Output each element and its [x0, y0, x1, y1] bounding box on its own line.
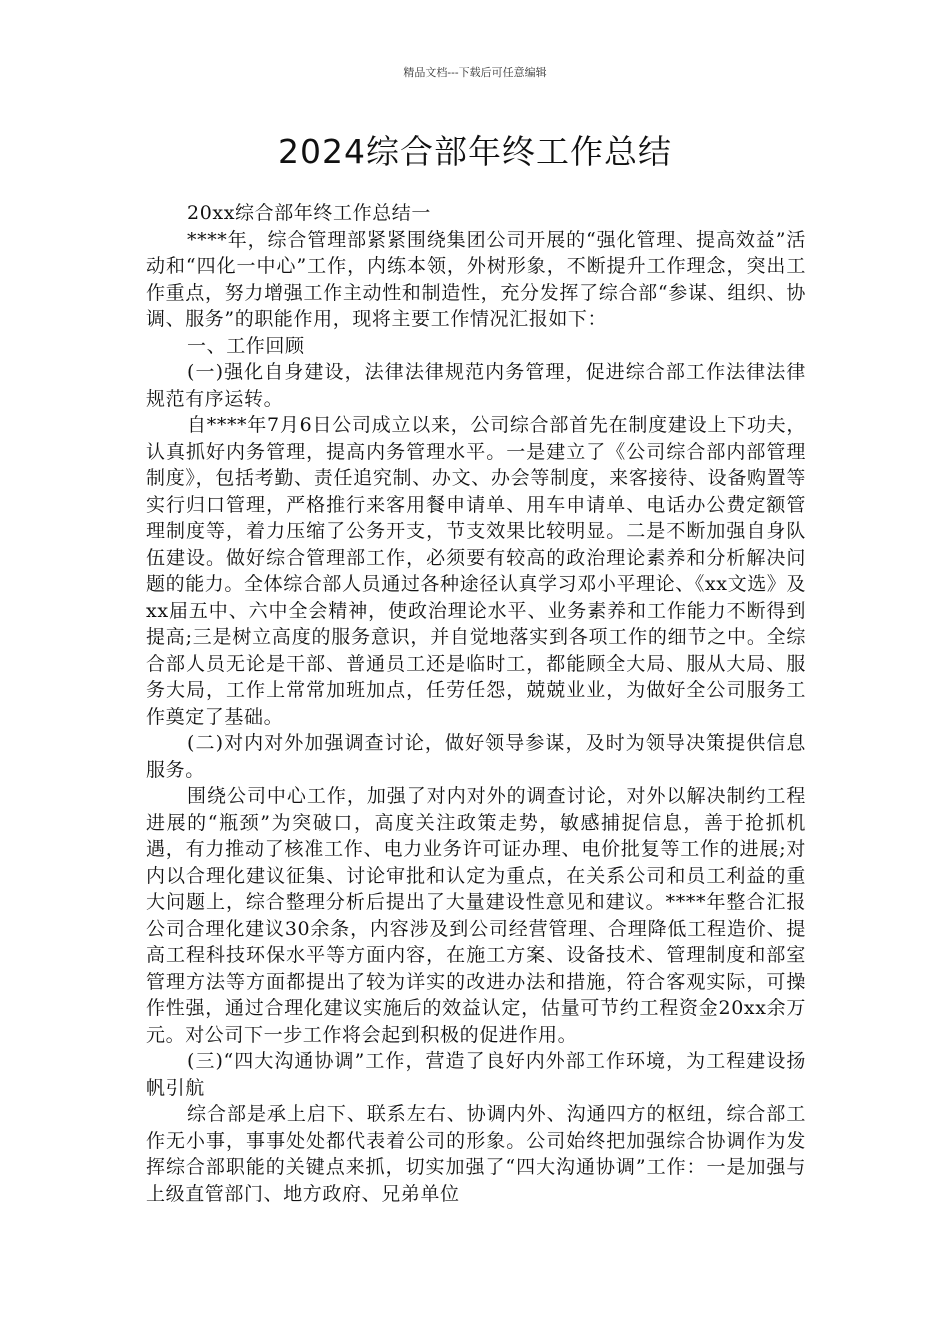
- paragraph-intro: ****年，综合管理部紧紧围绕集团公司开展的“强化管理、提高效益”活动和“四化一中心”工作，内练本领，外树形象，不断提升工作理念，突出工作重点，努力增强工作主动性和制造性，充分发挥了综合部“参谋、组织、协调、服务”的职能作用，现将主要工作情况汇报如下：: [146, 228, 806, 330]
- paragraph-research: 围绕公司中心工作，加强了对内对外的调查讨论，对外以解决制约工程进展的“瓶颈”为突破口，高度关注政策走势，敏感捕捉信息，善于抢抓机遇，有力推动了核准工作、电力业务许可证办理、电价批复等工作的进展;对内以合理化建议征集、讨论审批和认定为重点，在关系公司和员工利益的重大问题上，综合整理分析后提出了大量建设性意见和建议。****年整合汇报公司合理化建议30余条，内容涉及到公司经营管理、合理降低工程造价、提高工程科技环保水平等方面内容，在施工方案、设备技术、管理制度和部室管理方法等方面都提出了较为详实的改进办法和措施，符合客观实际，可操作性强，通过合理化建议实施后的效益认定，估量可节约工程资金20xx余万元。对公司下一步工作将会起到积极的促进作用。: [146, 785, 806, 1046]
- subsection-heading-2: (二)对内对外加强调查讨论，做好领导参谋，及时为领导决策提供信息服务。: [146, 732, 806, 781]
- section-heading-review: 一、工作回顾: [187, 334, 305, 357]
- paragraph-internal-management: 自****年7月6日公司成立以来，公司综合部首先在制度建设上下功夫，认真抓好内务管理，提高内务管理水平。一是建立了《公司综合部内部管理制度》，包括考勤、责任追究制、办文、办会等制度，来客接待、设备购置等实行归口管理，严格推行来客用餐申请单、用车申请单、电话办公费定额管理制度等，着力压缩了公务开支，节支效果比较明显。二是不断加强自身队伍建设。做好综合管理部工作，必须要有较高的政治理论素养和分析解决问题的能力。全体综合部人员通过各种途径认真学习邓小平理论、《xx文选》及xx届五中、六中全会精神，使政治理论水平、业务素养和工作能力不断得到提高;三是树立高度的服务意识，并自觉地落实到各项工作的细节之中。全综合部人员无论是干部、普通员工还是临时工，都能顾全大局、服从大局、服务大局，工作上常常加班加点，任劳任怨，兢兢业业，为做好全公司服务工作奠定了基础。: [146, 414, 806, 728]
- paragraph-subtitle: 20xx综合部年终工作总结一: [187, 202, 432, 224]
- paragraph-coordination: 综合部是承上启下、联系左右、协调内外、沟通四方的枢纽，综合部工作无小事，事事处处都代表着公司的形象。公司始终把加强综合协调作为发挥综合部职能的关键点来抓，切实加强了“四大沟通协调”工作：一是加强与上级直管部门、地方政府、兄弟单位: [146, 1103, 806, 1205]
- header-note: 精品文档---下载后可任意编辑: [403, 66, 547, 79]
- subsection-heading-1: (一)强化自身建设，法律法律规范内务管理，促进综合部工作法律法律规范有序运转。: [146, 361, 806, 410]
- document-title: 2024综合部年终工作总结: [278, 132, 672, 171]
- subsection-heading-3: (三)“四大沟通协调”工作，营造了良好内外部工作环境，为工程建设扬帆引航: [146, 1050, 806, 1099]
- document-body: [146, 200, 806, 1207]
